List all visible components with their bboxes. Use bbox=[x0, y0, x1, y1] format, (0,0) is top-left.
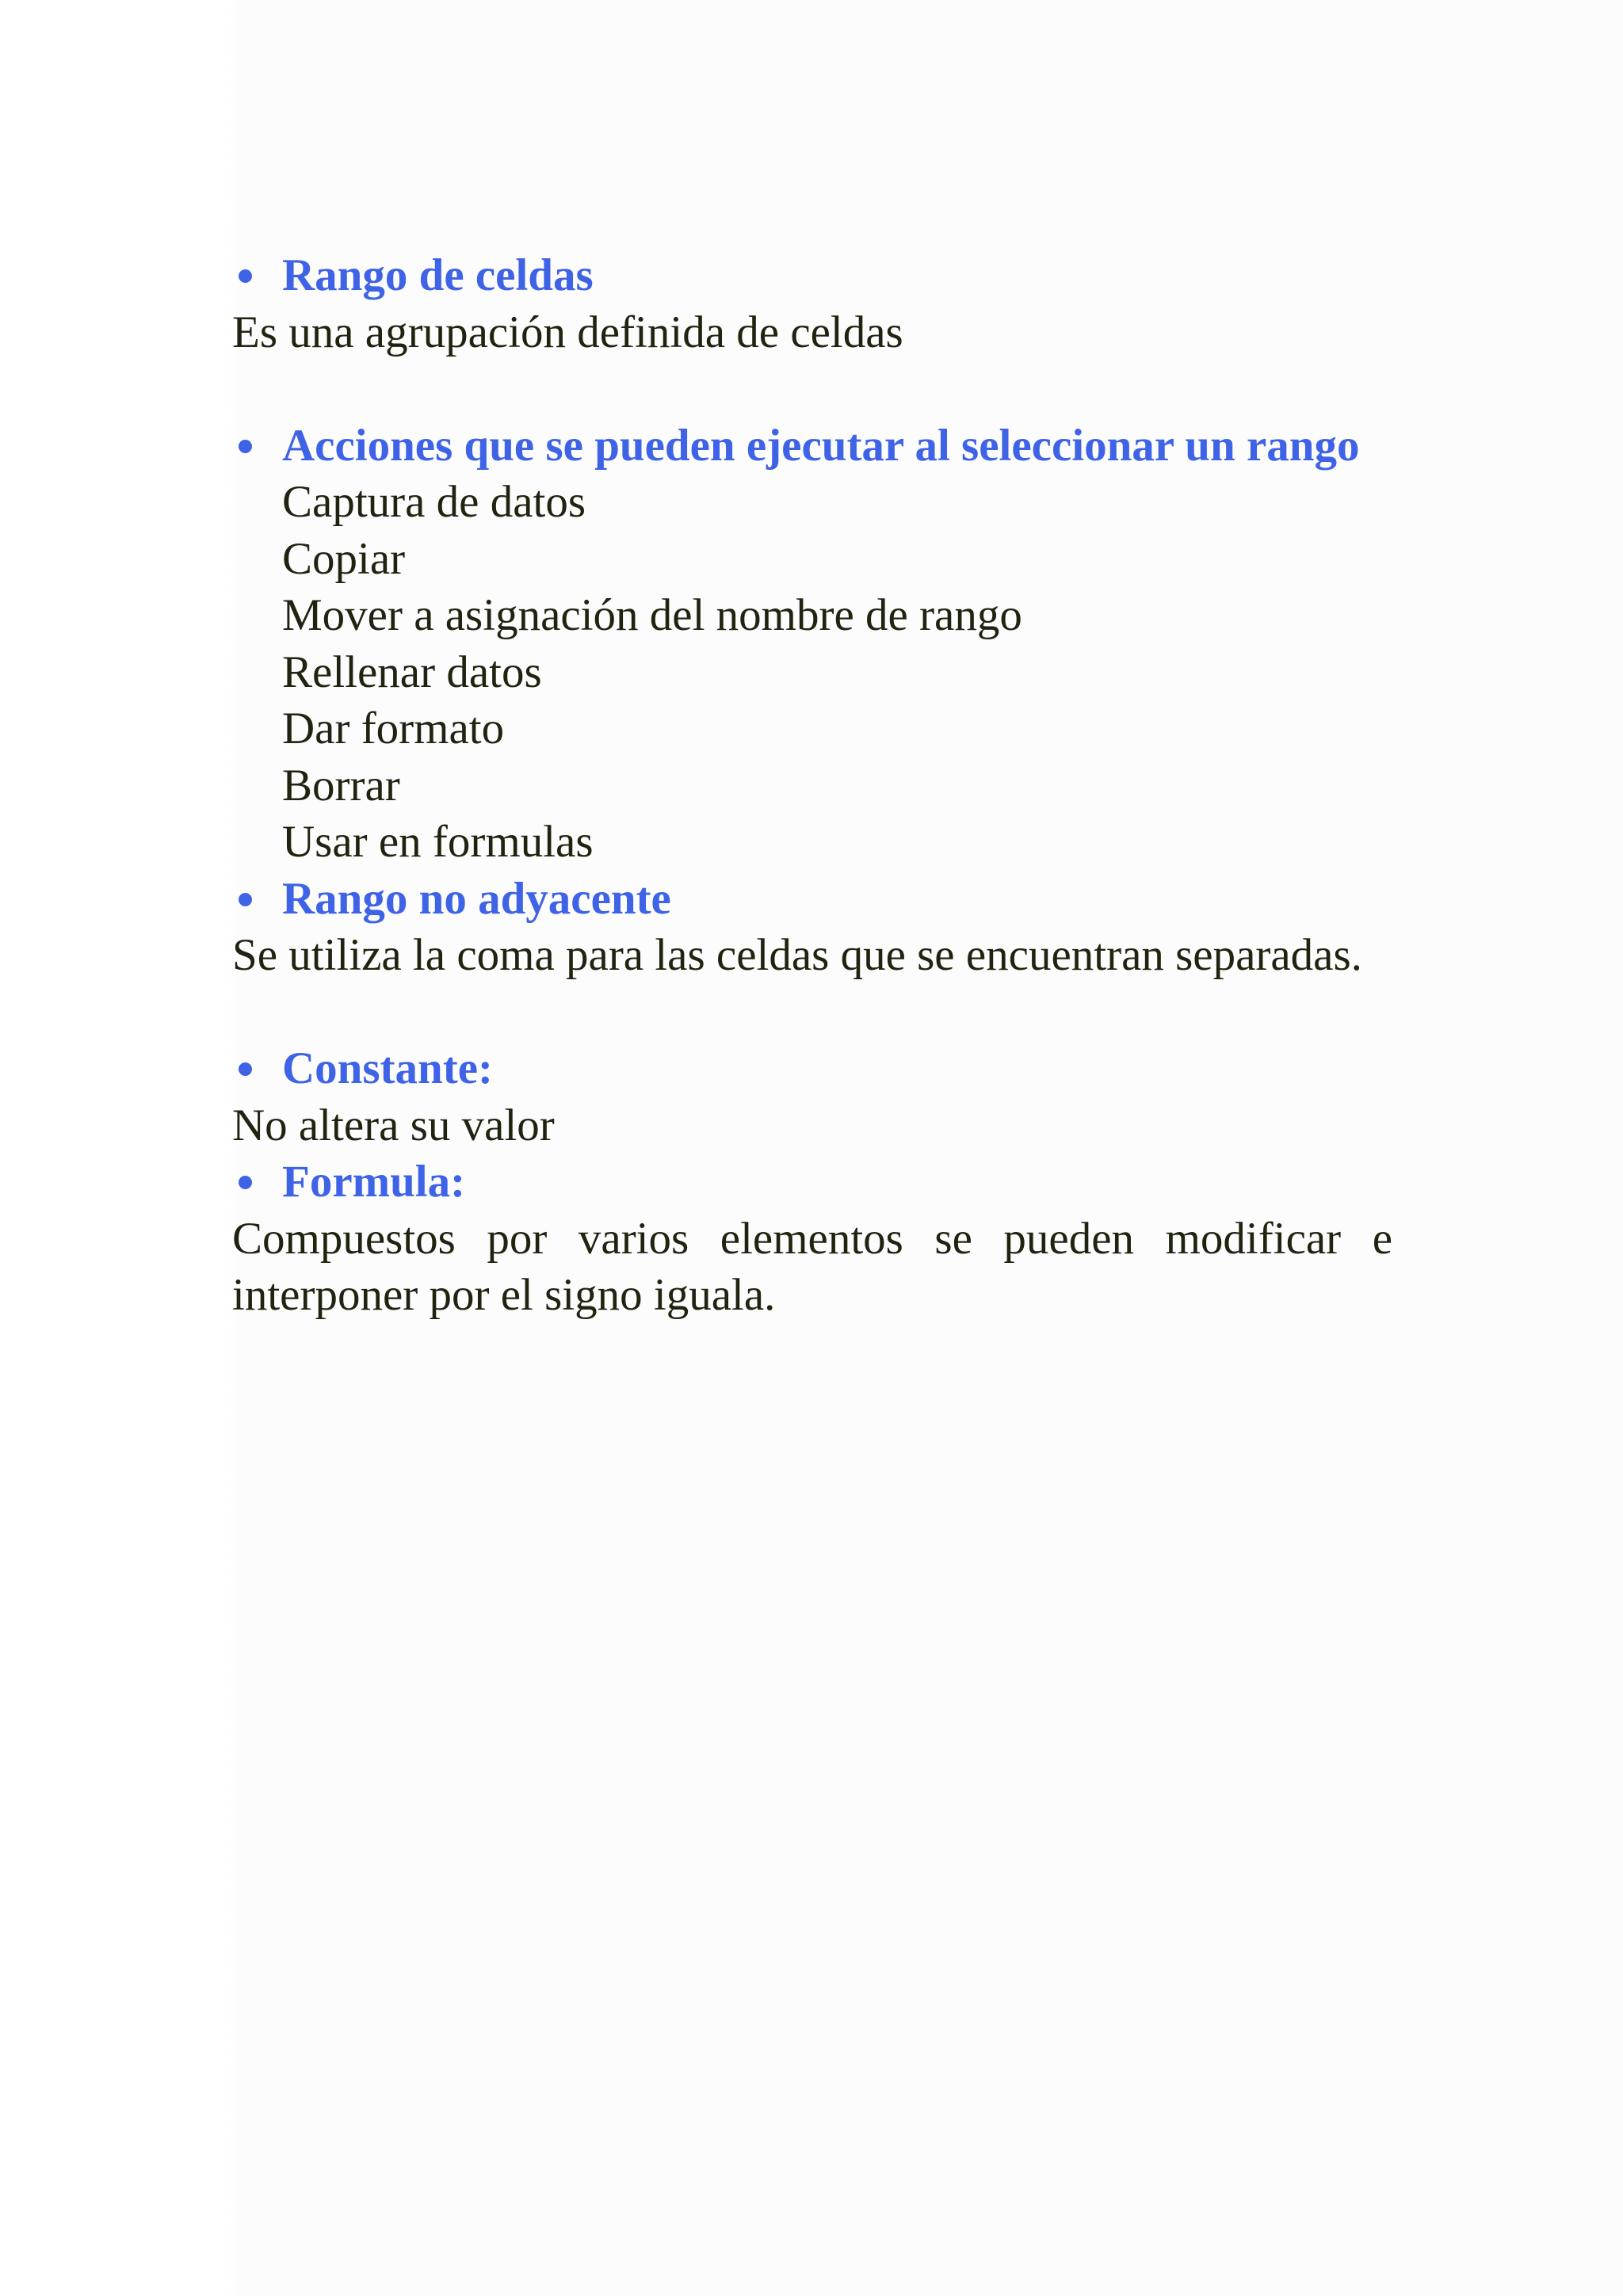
section-heading bbox=[232, 1040, 1392, 1097]
section-acciones bbox=[232, 418, 1392, 871]
list-item: Copiar bbox=[282, 533, 406, 584]
section-body: No altera su valor bbox=[232, 1100, 555, 1150]
list-item: Captura de datos bbox=[282, 477, 586, 527]
section-body: Compuestos por varios elementos se pueden modificar e interponer por el signo iguala. bbox=[232, 1213, 1392, 1320]
heading-text: Rango no adyacente bbox=[282, 873, 671, 924]
section-heading bbox=[232, 871, 1392, 928]
heading-text: Acciones que se pueden ejecutar al seleccionar un rango bbox=[282, 420, 1360, 471]
list-item: Dar formato bbox=[282, 704, 505, 753]
bullet-dot-icon bbox=[239, 1176, 252, 1189]
section-heading bbox=[232, 418, 1392, 475]
section-heading bbox=[232, 1154, 1392, 1211]
section-constante bbox=[232, 1040, 1392, 1154]
document-content bbox=[232, 247, 1392, 1324]
heading-text: Constante: bbox=[282, 1043, 493, 1093]
bullet-dot-icon bbox=[239, 1062, 252, 1076]
section-body: Se utiliza la coma para las celdas que se encuentran separadas. bbox=[232, 930, 1362, 980]
actions-list bbox=[232, 474, 1392, 871]
bullet-dot-icon bbox=[239, 893, 252, 906]
section-formula bbox=[232, 1154, 1392, 1324]
list-item: Borrar bbox=[282, 760, 400, 810]
list-item: Mover a asignación del nombre de rango bbox=[282, 590, 1022, 640]
spacer bbox=[232, 360, 1392, 418]
bullet-dot-icon bbox=[239, 440, 252, 453]
list-item: Rellenar datos bbox=[282, 646, 542, 697]
heading-text: Formula: bbox=[282, 1157, 466, 1207]
list-item: Usar en formulas bbox=[282, 817, 594, 867]
section-body: Es una agrupación definida de celdas bbox=[232, 307, 903, 357]
section-rango-de-celdas bbox=[232, 247, 1392, 360]
spacer bbox=[232, 984, 1392, 1041]
section-rango-no-adyacente bbox=[232, 871, 1392, 984]
heading-text: Rango de celdas bbox=[282, 250, 594, 300]
bullet-dot-icon bbox=[239, 269, 252, 283]
section-heading bbox=[232, 247, 1392, 304]
